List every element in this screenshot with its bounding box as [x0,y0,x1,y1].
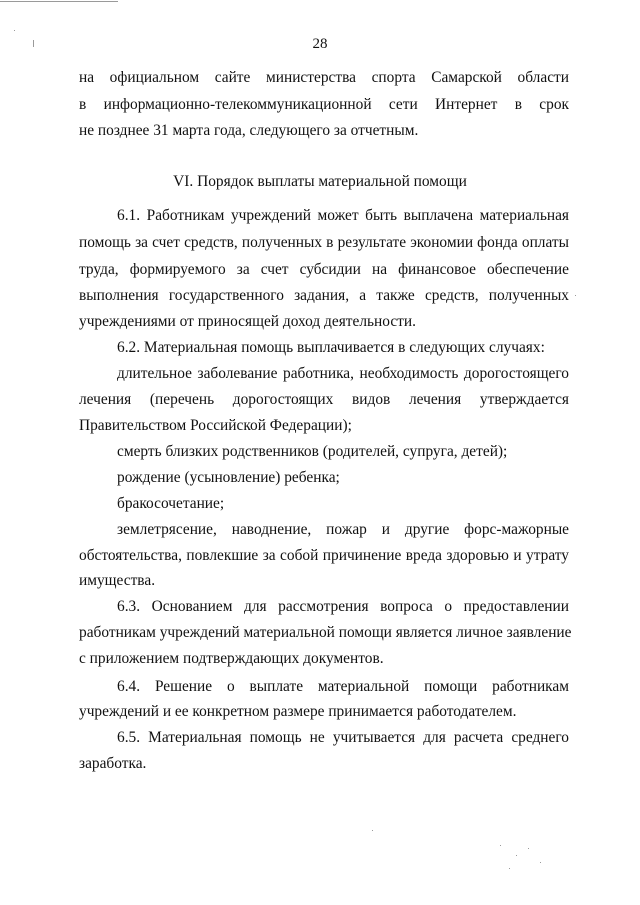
paragraph-6-3-first-line: 6.3. Основанием для рассмотрения вопроса о предоставлении [117,598,569,615]
scan-speck [516,855,517,856]
scan-speck [540,862,541,863]
text-line: работникам учреждений материальной помощи является личное заявление [79,624,572,641]
scan-edge-mark [0,1,118,2]
text-line: заработка. [79,755,147,772]
text-line: помощь за счет средств, полученных в результате экономии фонда оплаты [79,234,569,251]
paragraph-6-2-first-line: 6.2. Материальная помощь выплачивается в следующих случаях: [117,339,545,356]
page-number: 28 [312,36,328,52]
text-line: с приложением подтверждающих документов. [79,650,384,667]
list-item-force-majeure: землетрясение, наводнение, пожар и другие форс-мажорные [117,521,569,538]
list-item-marriage: бракосочетание; [117,495,225,512]
scan-speck [14,30,15,31]
scan-speck [575,295,576,296]
text-line: учреждений и ее конкретном размере принимается работодателем. [79,703,517,720]
list-item-birth: рождение (усыновление) ребенка; [117,469,340,486]
text-line: Правительством Российской Федерации); [79,417,352,434]
text-line: учреждениями от приносящей доход деятельности. [79,313,416,330]
text-line: в информационно-телекоммуникационной сети Интернет в срок [79,96,569,113]
scan-speck [528,848,529,849]
text-line: не позднее 31 марта года, следующего за отчетным. [79,122,419,139]
text-line: имущества. [79,572,156,589]
scan-speck [372,830,373,831]
paragraph-6-4-first-line: 6.4. Решение о выплате материальной помощи работникам [117,678,569,695]
text-line: на официальном сайте министерства спорта Самарской области [79,69,569,86]
text-line: труда, формируемого за счет субсидии на финансовое обеспечение [79,261,569,278]
list-item-death: смерть близких родственников (родителей, супруга, детей); [117,443,508,460]
section-title: VI. Порядок выплаты материальной помощи [173,173,467,190]
paragraph-6-1-first-line: 6.1. Работникам учреждений может быть выплачена материальная [117,207,569,224]
paragraph-6-5-first-line: 6.5. Материальная помощь не учитывается для расчета среднего [117,729,569,746]
text-line: обстоятельства, повлекшие за собой причинение вреда здоровью и утрату [79,547,569,564]
list-item-illness: длительное заболевание работника, необходимость дорогостоящего [117,365,569,382]
text-line: выполнения государственного задания, а также средств, полученных [79,287,569,304]
scan-speck [509,868,510,869]
text-line: лечения (перечень дорогостоящих видов лечения утверждается [79,391,569,408]
scan-speck [500,845,501,846]
